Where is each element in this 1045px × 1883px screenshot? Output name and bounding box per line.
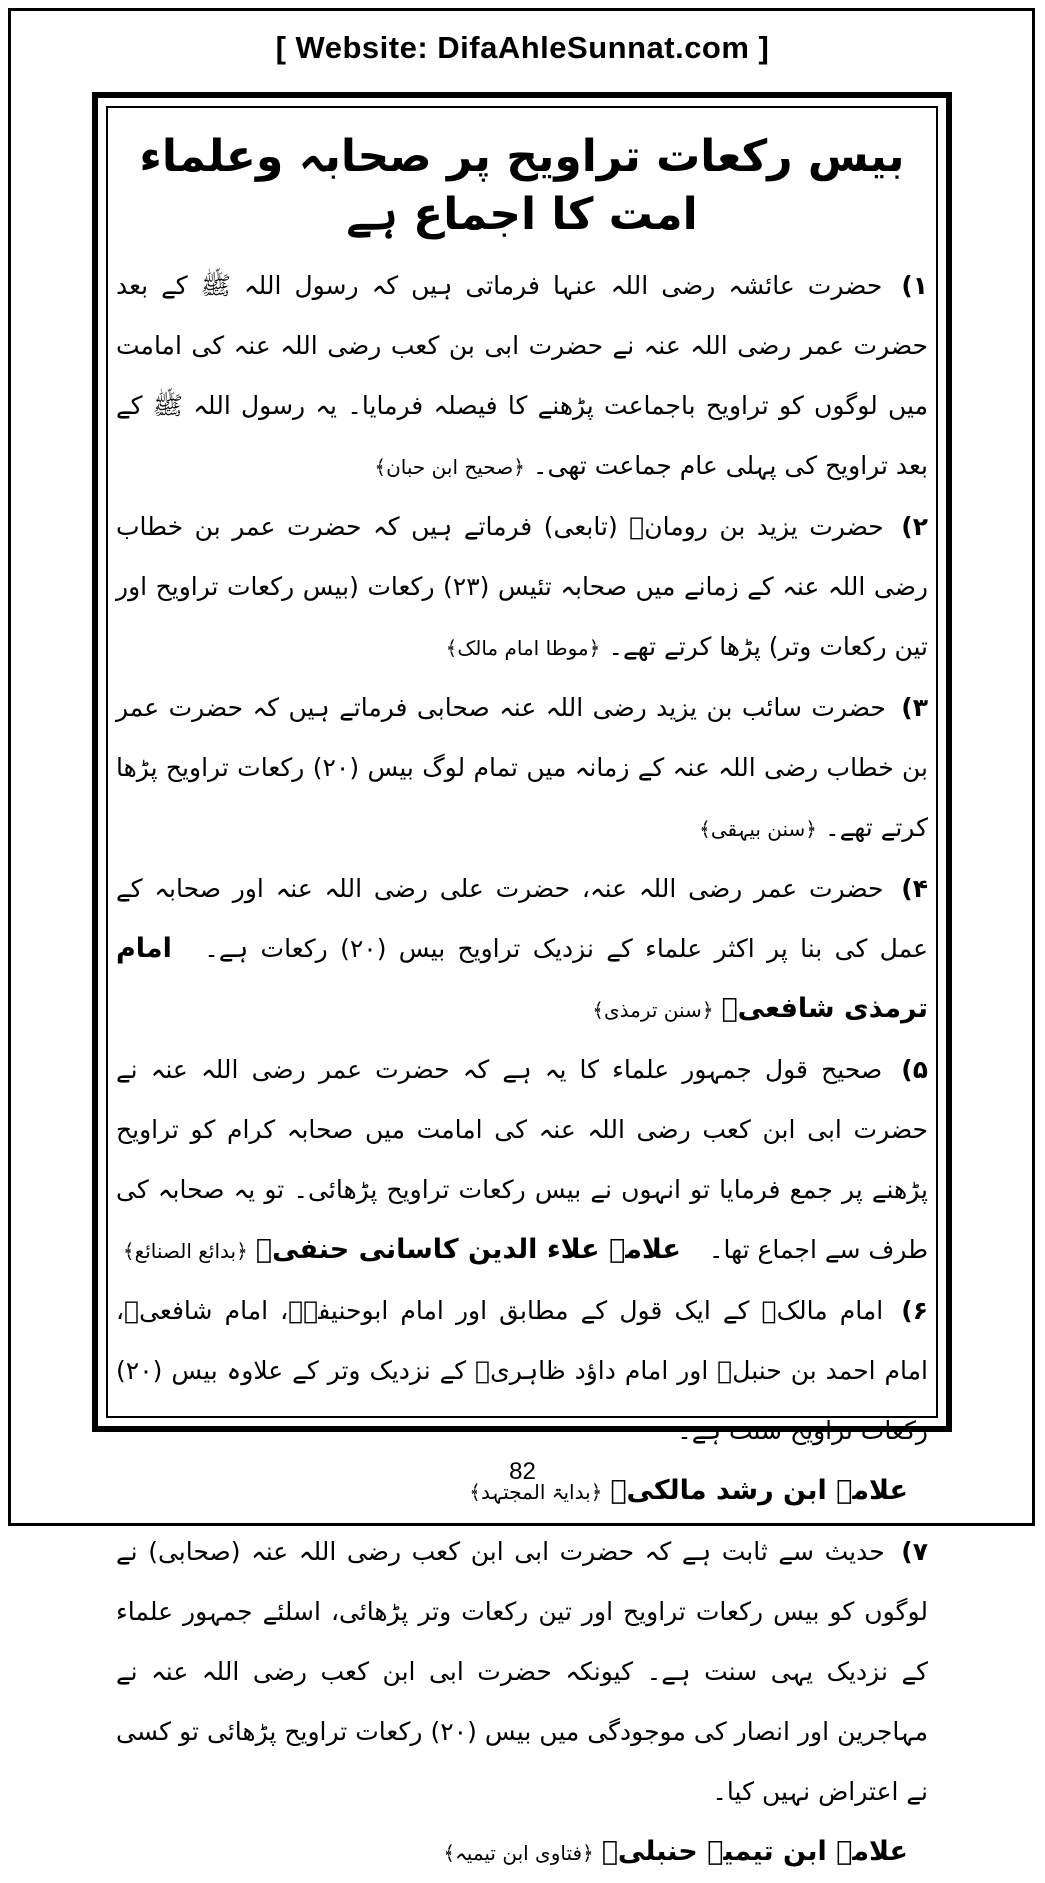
- paragraph-text: صحیح قول جمہور علماء کا یہ ہے کہ حضرت عمر رضی اللہ عنہ نے حضرت ابی ابن کعب رضی اللہ عنہ کی امامت میں صحابہ کرام کو تراویح پڑھنے پر جمع فرمایا تو انہوں نے بیس رکعات تراویح پڑھائی۔ تو یہ صحابہ کی طرف سے اجماع تھا۔: [116, 1055, 928, 1264]
- author-name: امام ترمذی شافعیؒ: [116, 933, 928, 1024]
- page-number: 82: [509, 1458, 536, 1485]
- paragraph-text: حدیث سے ثابت ہے کہ حضرت ابی ابن کعب رضی اللہ عنہ (صحابی) نے لوگوں کو بیس رکعات تراویح اور تین رکعات وتر پڑھائی، اسلئے جمہور علماء کے نزدیک یہی سنت ہے۔ کیونکہ حضرت ابی ابن کعب رضی اللہ عنہ نے مہاجرین اور انصار کی موجودگی میں بیس (۲۰) رکعات تراویح پڑھائی تو کسی نے اعتراض نہیں کیا۔: [116, 1537, 928, 1806]
- paragraph-5: [116, 1040, 928, 1281]
- paragraph-1: [116, 256, 928, 497]
- paragraph-6: [116, 1281, 928, 1461]
- page-title: بیس رکعات تراویح پر صحابہ وعلماء امت کا اجماع ہے: [139, 131, 905, 240]
- paragraph-text: حضرت یزید بن رومانؒ (تابعی) فرماتے ہیں کہ حضرت عمر بن خطاب رضی اللہ عنہ کے زمانے میں صحابہ تئیس (۲۳) رکعات (بیس رکعات تراویح اور تین رکعات وتر) پڑھا کرتے تھے۔: [116, 512, 928, 661]
- reference: ﴿بدایۃ المجتہد﴾: [469, 1480, 603, 1504]
- author-name: علامہ علاء الدین کاسانی حنفیؒ: [255, 1234, 681, 1265]
- paragraph-number: ۶): [901, 1296, 928, 1325]
- paragraph-number: ۴): [901, 874, 928, 903]
- content-area: [116, 128, 928, 1883]
- paragraph-text: حضرت عمر رضی اللہ عنہ، حضرت علی رضی اللہ عنہ اور صحابہ کے عمل کی بنا پر اکثر علماء کے نزدیک تراویح بیس (۲۰) رکعات ہے۔: [116, 874, 928, 963]
- author-name: علامہ ابن رشد مالکیؒ: [610, 1475, 908, 1506]
- paragraph-4: [116, 859, 928, 1040]
- paragraph-number: ۱): [901, 271, 929, 300]
- paragraph-number: ۳): [901, 693, 928, 722]
- paragraph-text: حضرت عائشہ رضی اللہ عنہا فرماتی ہیں کہ رسول اللہ ﷺ کے بعد حضرت عمر رضی اللہ عنہ نے حضرت ابی بن کعب رضی اللہ عنہ کی امامت میں لوگوں کو تراویح باجماعت پڑھنے کا فیصلہ فرمایا۔ یہ رسول اللہ ﷺ کے بعد تراویح کی پہلی عام جماعت تھی۔: [116, 271, 928, 480]
- paragraph-7: [116, 1522, 928, 1822]
- reference: ﴿صحیح ابن حبان﴾: [374, 455, 525, 479]
- paragraph-text: حضرت سائب بن یزید رضی اللہ عنہ صحابی فرماتے ہیں کہ حضرت عمر بن خطاب رضی اللہ عنہ کے زمانہ میں تمام لوگ بیس (۲۰) رکعات تراویح پڑھا کرتے تھے۔: [116, 693, 929, 842]
- reference: ﴿سنن ترمذی﴾: [592, 998, 714, 1022]
- paragraph-number: ۷): [901, 1537, 928, 1566]
- paragraph-number: ۲): [901, 512, 928, 541]
- paragraph-2: [116, 497, 928, 678]
- reference: ﴿موطا امام مالک﴾: [445, 636, 601, 660]
- paragraph-3: [116, 678, 928, 859]
- paragraph-number: ۵): [901, 1055, 928, 1084]
- reference: ﴿فتاوی ابن تیمیہ﴾: [443, 1841, 594, 1865]
- reference: ﴿بدائع الصنائع﴾: [122, 1239, 248, 1263]
- paragraph-7-attribution: [116, 1822, 928, 1883]
- paragraph-text: امام مالکؒ کے ایک قول کے مطابق اور امام ابوحنیفہؒ، امام شافعیؒ، امام احمد بن حنبلؒ اور امام داؤد ظاہریؒ کے نزدیک وتر کے علاوہ بیس (۲۰) رکعات تراویح سنت ہے۔: [116, 1296, 928, 1445]
- reference: ﴿سنن بیہقی﴾: [699, 817, 818, 841]
- website-header: [ Website: DifaAhleSunnat.com ]: [275, 30, 770, 65]
- author-name: علامہ ابن تیمیہ حنبلیؒ: [601, 1836, 908, 1867]
